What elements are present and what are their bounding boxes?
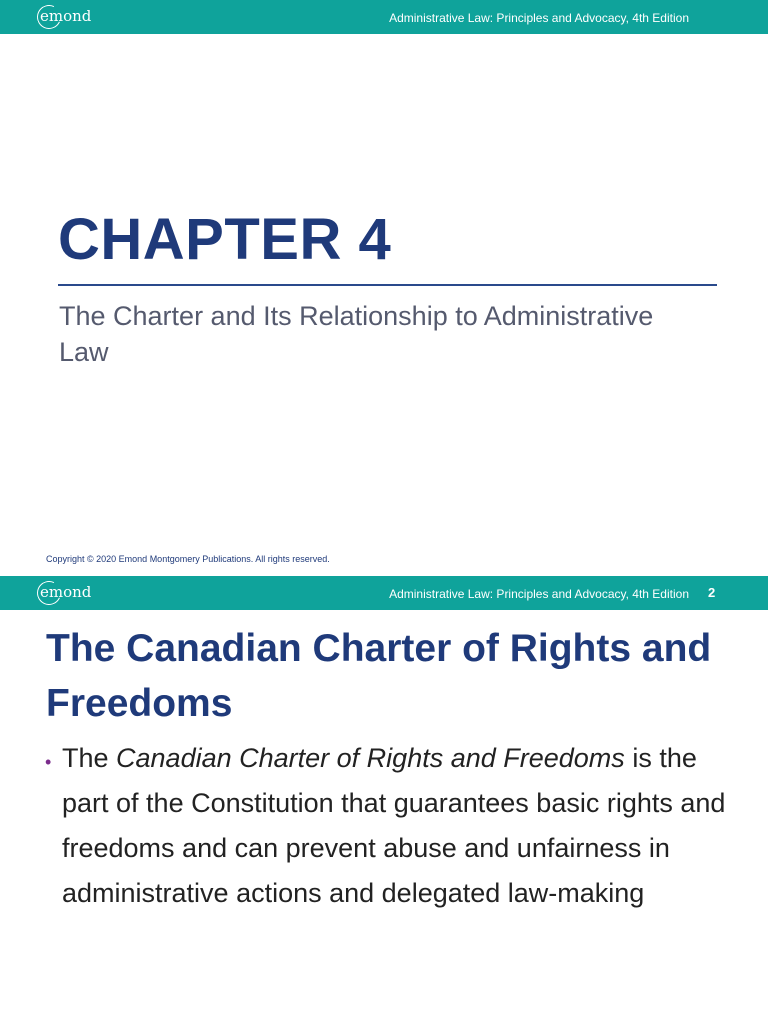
header-bar <box>0 576 768 610</box>
bullet-text <box>62 736 742 916</box>
bullet-lead: The <box>62 743 117 773</box>
slide-2 <box>0 576 768 1024</box>
emond-logo <box>37 4 97 30</box>
bullet-rest: is the part of the Constitution that guarantees basic rights and freedoms and can prevent abuse and unfairness in administrative actions and delegated law-making <box>62 743 726 908</box>
title-divider <box>58 284 717 286</box>
book-title: Administrative Law: Principles and Advocacy, 4th Edition <box>389 11 689 25</box>
chapter-title: CHAPTER 4 <box>58 207 392 272</box>
copyright-notice: Copyright © 2020 Emond Montgomery Publications. All rights reserved. <box>46 554 330 564</box>
slide-title: The Canadian Charter of Rights and Freedoms <box>46 627 712 725</box>
bullet-marker: • <box>45 752 52 772</box>
header-bar <box>0 0 768 34</box>
page-number: 2 <box>708 585 716 600</box>
charter-name: Canadian Charter of Rights and Freedoms <box>116 743 625 773</box>
logo-text: emond <box>40 7 92 25</box>
book-title: Administrative Law: Principles and Advocacy, 4th Edition <box>389 587 689 601</box>
logo-text: emond <box>40 583 92 601</box>
chapter-subtitle: The Charter and Its Relationship to Administrative Law <box>59 301 654 367</box>
emond-logo <box>37 580 97 606</box>
